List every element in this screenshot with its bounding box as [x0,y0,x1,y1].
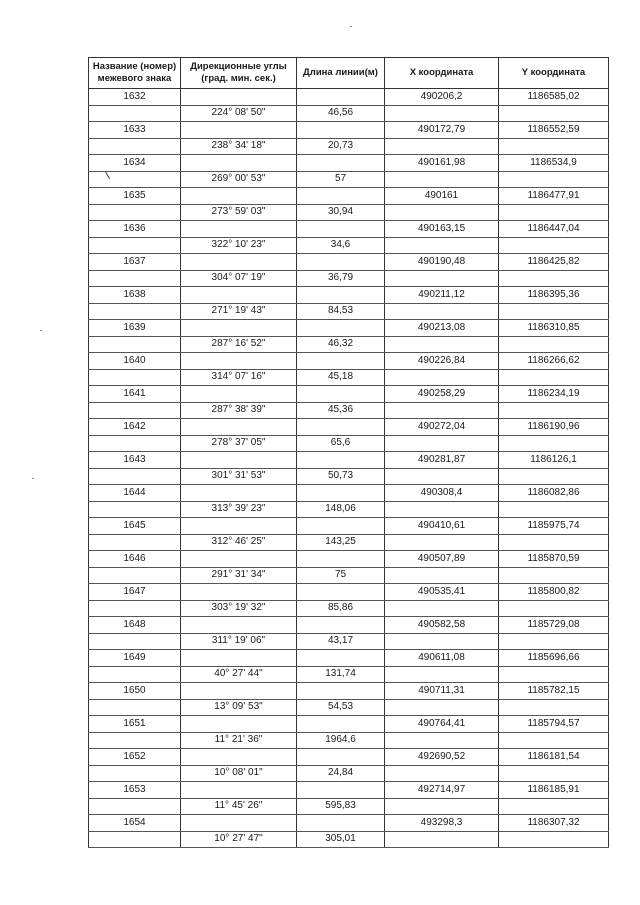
empty-cell [297,650,385,667]
segment-row [89,204,609,221]
segment-row [89,699,609,716]
empty-cell [181,749,297,766]
point-name: 1643 [89,452,181,469]
empty-cell [181,782,297,799]
header-y-coordinate: Y координата [499,58,609,89]
point-name: 1644 [89,485,181,502]
segment-row [89,765,609,782]
x-coordinate: 490258,29 [385,386,499,403]
x-coordinate: 490611,08 [385,650,499,667]
direction-angle: 224° 08' 50" [181,105,297,122]
empty-cell [89,468,181,485]
line-length: 46,32 [297,336,385,353]
empty-cell [297,254,385,271]
segment-row [89,567,609,584]
empty-cell [297,749,385,766]
x-coordinate: 490281,87 [385,452,499,469]
point-name: 1647 [89,584,181,601]
boundary-coordinates-table [88,57,609,848]
point-name: 1650 [89,683,181,700]
empty-cell [89,369,181,386]
segment-row [89,270,609,287]
empty-cell [499,633,609,650]
empty-cell [499,237,609,254]
empty-cell [385,534,499,551]
segment-row [89,105,609,122]
line-length: 45,36 [297,402,385,419]
segment-row [89,237,609,254]
x-coordinate: 492690,52 [385,749,499,766]
segment-row [89,303,609,320]
empty-cell [385,732,499,749]
empty-cell [181,683,297,700]
x-coordinate: 490582,58 [385,617,499,634]
x-coordinate: 490535,41 [385,584,499,601]
y-coordinate: 1185696,66 [499,650,609,667]
point-row [89,353,609,370]
point-name: 1638 [89,287,181,304]
y-coordinate: 1186190,96 [499,419,609,436]
empty-cell [499,303,609,320]
empty-cell [499,666,609,683]
header-x-coordinate: X координата [385,58,499,89]
empty-cell [181,485,297,502]
empty-cell [499,765,609,782]
empty-cell [385,402,499,419]
empty-cell [385,666,499,683]
empty-cell [297,287,385,304]
empty-cell [385,303,499,320]
empty-cell [181,650,297,667]
empty-cell [89,699,181,716]
segment-row [89,138,609,155]
empty-cell [385,501,499,518]
empty-cell [89,831,181,848]
direction-angle: 322° 10' 23" [181,237,297,254]
direction-angle: 13° 09' 53" [181,699,297,716]
segment-row [89,468,609,485]
y-coordinate: 1186534,9 [499,155,609,172]
segment-row [89,336,609,353]
empty-cell [297,155,385,172]
point-row [89,650,609,667]
line-length: 148,06 [297,501,385,518]
line-length: 45,18 [297,369,385,386]
empty-cell [499,435,609,452]
point-name: 1645 [89,518,181,535]
y-coordinate: 1185794,57 [499,716,609,733]
point-name: 1636 [89,221,181,238]
empty-cell [89,105,181,122]
x-coordinate: 490507,89 [385,551,499,568]
x-coordinate: 490213,08 [385,320,499,337]
line-length: 1964,6 [297,732,385,749]
y-coordinate: 1185800,82 [499,584,609,601]
scan-speck [32,478,34,479]
y-coordinate: 1186310,85 [499,320,609,337]
direction-angle: 40° 27' 44" [181,666,297,683]
direction-angle: 271° 19' 43" [181,303,297,320]
line-length: 131,74 [297,666,385,683]
y-coordinate: 1186395,36 [499,287,609,304]
x-coordinate: 490163,15 [385,221,499,238]
table-body [89,89,609,848]
segment-row [89,666,609,683]
empty-cell [297,683,385,700]
point-row [89,155,609,172]
x-coordinate: 490211,12 [385,287,499,304]
line-length: 57 [297,171,385,188]
empty-cell [385,336,499,353]
empty-cell [181,221,297,238]
point-row [89,419,609,436]
y-coordinate: 1185729,08 [499,617,609,634]
empty-cell [89,666,181,683]
point-row [89,551,609,568]
y-coordinate: 1186185,91 [499,782,609,799]
empty-cell [385,105,499,122]
empty-cell [297,584,385,601]
line-length: 36,79 [297,270,385,287]
empty-cell [181,155,297,172]
empty-cell [385,435,499,452]
x-coordinate: 490161,98 [385,155,499,172]
line-length: 24,84 [297,765,385,782]
empty-cell [297,89,385,106]
empty-cell [499,468,609,485]
scan-speck [40,330,42,331]
empty-cell [89,303,181,320]
empty-cell [297,617,385,634]
direction-angle: 313° 39' 23" [181,501,297,518]
direction-angle: 311° 19' 06" [181,633,297,650]
empty-cell [89,270,181,287]
empty-cell [181,518,297,535]
empty-cell [89,567,181,584]
y-coordinate: 1186447,04 [499,221,609,238]
x-coordinate: 490308,4 [385,485,499,502]
segment-row [89,534,609,551]
empty-cell [181,419,297,436]
empty-cell [385,138,499,155]
line-length: 54,53 [297,699,385,716]
empty-cell [89,237,181,254]
direction-angle: 312° 46' 25" [181,534,297,551]
y-coordinate: 1186082,86 [499,485,609,502]
x-coordinate: 490410,61 [385,518,499,535]
point-row [89,683,609,700]
x-coordinate: 490711,31 [385,683,499,700]
direction-angle: 11° 45' 26" [181,798,297,815]
direction-angle: 314° 07' 16" [181,369,297,386]
point-name: 1651 [89,716,181,733]
y-coordinate: 1186477,91 [499,188,609,205]
point-row [89,485,609,502]
direction-angle: 291° 31' 34" [181,567,297,584]
segment-row [89,435,609,452]
empty-cell [297,452,385,469]
point-row [89,452,609,469]
segment-row [89,369,609,386]
empty-cell [181,254,297,271]
line-length: 305,01 [297,831,385,848]
empty-cell [181,452,297,469]
line-length: 75 [297,567,385,584]
empty-cell [181,551,297,568]
empty-cell [297,122,385,139]
empty-cell [499,831,609,848]
y-coordinate: 1186181,54 [499,749,609,766]
empty-cell [499,501,609,518]
empty-cell [499,138,609,155]
empty-cell [89,534,181,551]
point-row [89,122,609,139]
segment-row [89,171,609,188]
empty-cell [181,617,297,634]
empty-cell [181,353,297,370]
point-row [89,254,609,271]
direction-angle: 273° 59' 03" [181,204,297,221]
empty-cell [499,699,609,716]
point-row [89,89,609,106]
point-name: 1637 [89,254,181,271]
header-point-name: Название (номер) межевого знака [89,58,181,89]
empty-cell [297,188,385,205]
point-row [89,386,609,403]
direction-angle: 10° 27' 47" [181,831,297,848]
x-coordinate: 490172,79 [385,122,499,139]
empty-cell [385,765,499,782]
empty-cell [89,402,181,419]
empty-cell [181,386,297,403]
empty-cell [385,699,499,716]
empty-cell [385,204,499,221]
point-row [89,749,609,766]
y-coordinate: 1186234,19 [499,386,609,403]
direction-angle: 287° 16' 52" [181,336,297,353]
y-coordinate: 1185782,15 [499,683,609,700]
point-name: 1642 [89,419,181,436]
empty-cell [385,831,499,848]
direction-angle: 287° 38' 39" [181,402,297,419]
empty-cell [385,600,499,617]
point-row [89,221,609,238]
x-coordinate: 490272,04 [385,419,499,436]
empty-cell [89,171,181,188]
empty-cell [89,732,181,749]
point-row [89,320,609,337]
point-name: 1648 [89,617,181,634]
empty-cell [385,567,499,584]
empty-cell [385,633,499,650]
point-name: 1649 [89,650,181,667]
empty-cell [499,600,609,617]
y-coordinate: 1186307,32 [499,815,609,832]
y-coordinate: 1186126,1 [499,452,609,469]
empty-cell [499,336,609,353]
direction-angle: 304° 07' 19" [181,270,297,287]
point-row [89,287,609,304]
segment-row [89,501,609,518]
empty-cell [89,204,181,221]
empty-cell [499,204,609,221]
y-coordinate: 1186425,82 [499,254,609,271]
direction-angle: 238° 34' 18" [181,138,297,155]
segment-row [89,732,609,749]
empty-cell [89,501,181,518]
empty-cell [181,122,297,139]
empty-cell [385,237,499,254]
y-coordinate: 1185975,74 [499,518,609,535]
point-name: 1640 [89,353,181,370]
direction-angle: 301° 31' 53" [181,468,297,485]
x-coordinate: 493298,3 [385,815,499,832]
point-name: 1646 [89,551,181,568]
line-length: 143,25 [297,534,385,551]
line-length: 20,73 [297,138,385,155]
point-row [89,584,609,601]
empty-cell [499,567,609,584]
empty-cell [385,369,499,386]
empty-cell [385,798,499,815]
point-name: 1634 [89,155,181,172]
point-row [89,617,609,634]
segment-row [89,798,609,815]
empty-cell [297,716,385,733]
x-coordinate: 490206,2 [385,89,499,106]
point-name: 1632 [89,89,181,106]
point-row [89,782,609,799]
empty-cell [297,782,385,799]
empty-cell [181,320,297,337]
empty-cell [297,551,385,568]
empty-cell [89,435,181,452]
point-name: 1653 [89,782,181,799]
y-coordinate: 1186585,02 [499,89,609,106]
y-coordinate: 1186552,59 [499,122,609,139]
x-coordinate: 490190,48 [385,254,499,271]
empty-cell [297,386,385,403]
direction-angle: 278° 37' 05" [181,435,297,452]
point-name: 1641 [89,386,181,403]
scan-speck [350,26,352,27]
empty-cell [385,171,499,188]
header-line-length: Длина линии(м) [297,58,385,89]
empty-cell [181,716,297,733]
empty-cell [499,105,609,122]
line-length: 34,6 [297,237,385,254]
empty-cell [297,320,385,337]
segment-row [89,600,609,617]
line-length: 65,6 [297,435,385,452]
line-length: 46,56 [297,105,385,122]
point-row [89,716,609,733]
direction-angle: 11° 21' 36" [181,732,297,749]
empty-cell [89,633,181,650]
empty-cell [181,584,297,601]
empty-cell [89,798,181,815]
empty-cell [385,468,499,485]
segment-row [89,633,609,650]
empty-cell [89,138,181,155]
empty-cell [499,402,609,419]
empty-cell [181,188,297,205]
empty-cell [297,221,385,238]
segment-row [89,831,609,848]
empty-cell [89,600,181,617]
line-length: 595,83 [297,798,385,815]
empty-cell [499,798,609,815]
direction-angle: 303° 19' 32" [181,600,297,617]
empty-cell [297,815,385,832]
point-name: 1639 [89,320,181,337]
x-coordinate: 490764,41 [385,716,499,733]
direction-angle: 10° 08' 01" [181,765,297,782]
line-length: 43,17 [297,633,385,650]
empty-cell [499,732,609,749]
empty-cell [499,369,609,386]
y-coordinate: 1186266,62 [499,353,609,370]
line-length: 50,73 [297,468,385,485]
point-row [89,815,609,832]
point-row [89,188,609,205]
empty-cell [297,419,385,436]
empty-cell [89,336,181,353]
point-name: 1635 [89,188,181,205]
segment-row [89,402,609,419]
empty-cell [499,270,609,287]
empty-cell [499,534,609,551]
empty-cell [181,89,297,106]
empty-cell [297,353,385,370]
point-name: 1654 [89,815,181,832]
point-row [89,518,609,535]
table-header-row [89,58,609,89]
empty-cell [181,287,297,304]
empty-cell [297,485,385,502]
direction-angle: 269° 00' 53" [181,171,297,188]
empty-cell [499,171,609,188]
empty-cell [89,765,181,782]
empty-cell [297,518,385,535]
line-length: 85,86 [297,600,385,617]
x-coordinate: 492714,97 [385,782,499,799]
x-coordinate: 490161 [385,188,499,205]
point-name: 1633 [89,122,181,139]
empty-cell [385,270,499,287]
line-length: 84,53 [297,303,385,320]
line-length: 30,94 [297,204,385,221]
x-coordinate: 490226,84 [385,353,499,370]
point-name: 1652 [89,749,181,766]
header-direction-angle: Дирекционные углы (град. мин. сек.) [181,58,297,89]
y-coordinate: 1185870,59 [499,551,609,568]
empty-cell [181,815,297,832]
